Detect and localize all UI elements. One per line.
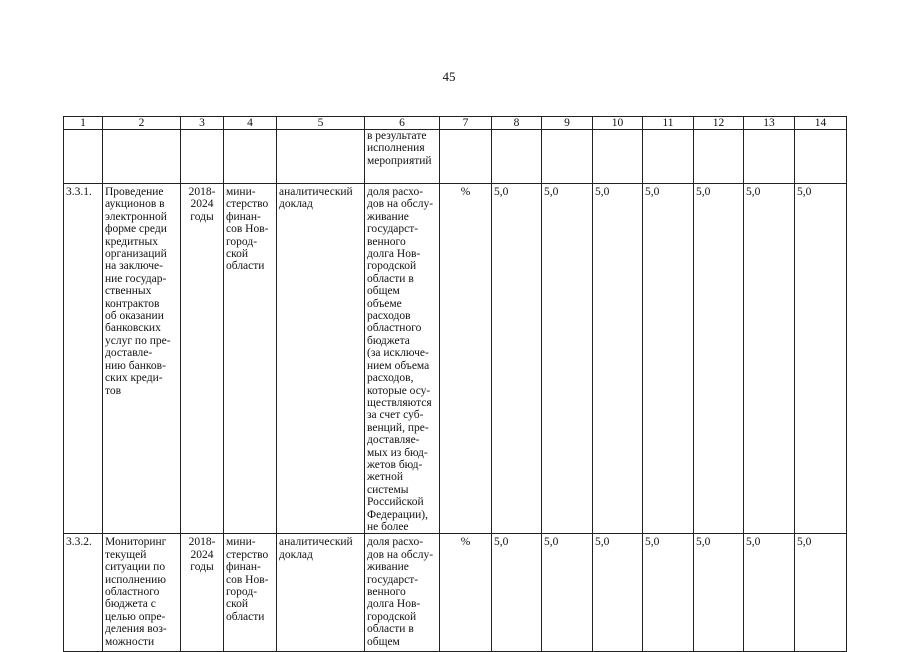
value-cell: 5,0 bbox=[795, 534, 847, 652]
executor bbox=[224, 130, 277, 184]
value-cell: 5,0 bbox=[744, 184, 795, 534]
page-number: 45 bbox=[442, 69, 456, 84]
value-cell bbox=[542, 130, 593, 184]
years: 2018- 2024 годы bbox=[181, 534, 224, 652]
header-cell: 2 bbox=[103, 117, 181, 130]
header-cell: 1 bbox=[64, 117, 103, 130]
header-row bbox=[64, 117, 847, 130]
row-number: 3.3.2. bbox=[64, 534, 103, 652]
header-cell: 11 bbox=[643, 117, 694, 130]
table-row bbox=[64, 184, 847, 534]
header-cell: 13 bbox=[744, 117, 795, 130]
header-cell: 5 bbox=[277, 117, 365, 130]
activity-name: Проведение аукционов в электронной форме среди кредитных организаций на заключе- ние государ- ственных контрактов об оказании банковских услуг по пре- доставле- нию банков- ских креди- тов bbox=[103, 184, 181, 534]
value-cell: 5,0 bbox=[795, 184, 847, 534]
value-cell: 5,0 bbox=[643, 184, 694, 534]
value-cell: 5,0 bbox=[542, 534, 593, 652]
header-cell: 3 bbox=[181, 117, 224, 130]
value-cell: 5,0 bbox=[492, 184, 542, 534]
value-cell: 5,0 bbox=[492, 534, 542, 652]
source bbox=[277, 130, 365, 184]
value-cell bbox=[795, 130, 847, 184]
value-cell: 5,0 bbox=[593, 184, 643, 534]
indicator: доля расхо- дов на обслу- живание государст- венного долга Нов- городской области в общем объеме расходов областного бюджета (за исключе- нием объема расходов, которые осу- ществляются за счет суб- венций, пре- доставляе- мых из бюд- жетов бюд- жетной системы Российской Федерации), не более bbox=[365, 184, 440, 534]
header-cell: 4 bbox=[224, 117, 277, 130]
unit: % bbox=[440, 534, 492, 652]
value-cell bbox=[593, 130, 643, 184]
header-cell: 14 bbox=[795, 117, 847, 130]
header-cell: 6 bbox=[365, 117, 440, 130]
table-row bbox=[64, 130, 847, 184]
executor: мини- стерство финан- сов Нов- город- ской области bbox=[224, 184, 277, 534]
table-row bbox=[64, 534, 847, 652]
years bbox=[181, 130, 224, 184]
value-cell bbox=[492, 130, 542, 184]
years: 2018- 2024 годы bbox=[181, 184, 224, 534]
value-cell: 5,0 bbox=[744, 534, 795, 652]
program-table bbox=[63, 116, 847, 652]
source: аналитический доклад bbox=[277, 184, 365, 534]
header-cell: 10 bbox=[593, 117, 643, 130]
unit bbox=[440, 130, 492, 184]
row-number: 3.3.1. bbox=[64, 184, 103, 534]
activity-name: Мониторинг текущей ситуации по исполнению областного бюджета с целью опре- деления воз- можности bbox=[103, 534, 181, 652]
value-cell bbox=[694, 130, 744, 184]
value-cell: 5,0 bbox=[593, 534, 643, 652]
source: аналитический доклад bbox=[277, 534, 365, 652]
header-cell: 12 bbox=[694, 117, 744, 130]
value-cell bbox=[744, 130, 795, 184]
value-cell bbox=[643, 130, 694, 184]
value-cell: 5,0 bbox=[694, 184, 744, 534]
indicator: в результате исполнения мероприятий bbox=[365, 130, 440, 184]
activity-name bbox=[103, 130, 181, 184]
unit: % bbox=[440, 184, 492, 534]
value-cell: 5,0 bbox=[643, 534, 694, 652]
header-cell: 8 bbox=[492, 117, 542, 130]
value-cell: 5,0 bbox=[694, 534, 744, 652]
header-cell: 9 bbox=[542, 117, 593, 130]
indicator: доля расхо- дов на обслу- живание государст- венного долга Нов- городской области в общем bbox=[365, 534, 440, 652]
value-cell: 5,0 bbox=[542, 184, 593, 534]
executor: мини- стерство финан- сов Нов- город- ской области bbox=[224, 534, 277, 652]
row-number bbox=[64, 130, 103, 184]
header-cell: 7 bbox=[440, 117, 492, 130]
